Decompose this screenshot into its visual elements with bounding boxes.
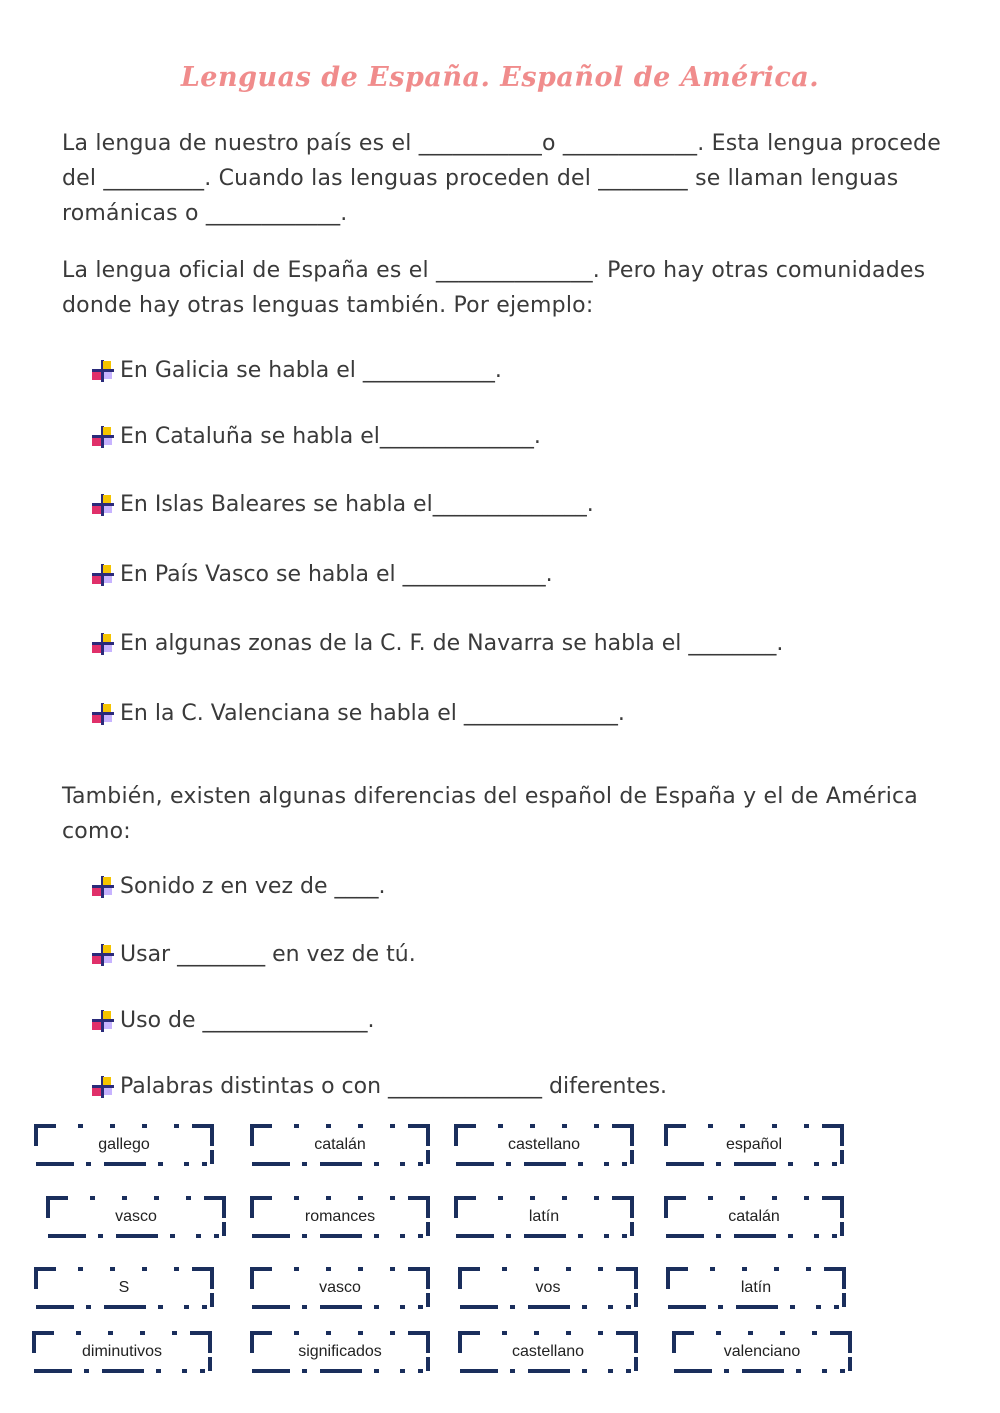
bullet-icon xyxy=(92,426,114,448)
list-item xyxy=(92,1006,952,1036)
word-tile-label: vos xyxy=(535,1279,561,1296)
word-tile[interactable] xyxy=(250,1267,430,1309)
word-tile-label: significados xyxy=(298,1343,382,1360)
list-item xyxy=(92,699,952,729)
word-tile-label: romances xyxy=(304,1208,376,1225)
word-tile-label: gallego xyxy=(98,1136,150,1153)
word-tile[interactable] xyxy=(458,1267,638,1309)
word-tile-label: latín xyxy=(740,1279,772,1296)
list-item xyxy=(92,490,952,520)
word-tile-label: castellano xyxy=(507,1136,581,1153)
word-tile-label: diminutivos xyxy=(81,1343,163,1360)
word-tile-label: catalán xyxy=(728,1208,780,1225)
word-tile[interactable] xyxy=(664,1196,844,1238)
word-tile[interactable] xyxy=(34,1267,214,1309)
official-language-paragraph: La lengua oficial de España es el ______________. Pero hay otras comunidades donde hay otras lenguas también. Por ejemplo: xyxy=(62,258,926,318)
bullet-icon xyxy=(92,494,114,516)
list-item-text: Uso de _______________. xyxy=(120,1008,375,1033)
page-title: Lenguas de España. Español de América. xyxy=(180,62,820,93)
bullet-icon xyxy=(92,564,114,586)
list-item-text: En Galicia se habla el ____________. xyxy=(120,358,502,383)
word-tile-label: valenciano xyxy=(723,1343,801,1360)
bullet-icon xyxy=(92,944,114,966)
list-item-text: Sonido z en vez de ____. xyxy=(120,874,386,899)
list-item-text: Usar ________ en vez de tú. xyxy=(120,942,416,967)
word-tile-label: latín xyxy=(528,1208,560,1225)
word-tile[interactable] xyxy=(250,1331,430,1373)
word-tile[interactable] xyxy=(250,1196,430,1238)
word-tile-label: catalán xyxy=(314,1136,366,1153)
list-item xyxy=(92,422,952,452)
word-tile[interactable] xyxy=(666,1267,846,1309)
bullet-icon xyxy=(92,360,114,382)
list-item xyxy=(92,560,952,590)
word-tile[interactable] xyxy=(672,1331,852,1373)
list-item xyxy=(92,629,952,659)
word-tile[interactable] xyxy=(664,1124,844,1166)
word-tile-label: español xyxy=(725,1136,783,1153)
list-item-text: En la C. Valenciana se habla el ______________. xyxy=(120,701,625,726)
word-tile-label: vasco xyxy=(319,1279,361,1296)
list-item-text: Palabras distintas o con ______________ diferentes. xyxy=(120,1074,668,1099)
list-item xyxy=(92,356,952,386)
list-item xyxy=(92,1072,952,1102)
list-item-text: En Islas Baleares se habla el______________. xyxy=(120,492,594,517)
word-tile[interactable] xyxy=(34,1124,214,1166)
word-tile[interactable] xyxy=(454,1196,634,1238)
intro-paragraph: La lengua de nuestro país es el ___________o ____________. Esta lengua procede del _________. Cuando las lenguas proceden del ________ se llaman lenguas románicas o ____________. xyxy=(62,131,941,226)
word-tile-label: S xyxy=(118,1279,130,1296)
bullet-icon xyxy=(92,703,114,725)
differences-paragraph: También, existen algunas diferencias del español de España y el de América como: xyxy=(62,784,918,844)
bullet-icon xyxy=(92,633,114,655)
list-item xyxy=(92,940,952,970)
word-tile[interactable] xyxy=(250,1124,430,1166)
word-tile[interactable] xyxy=(454,1124,634,1166)
list-item-text: En País Vasco se habla el _____________. xyxy=(120,562,553,587)
bullet-icon xyxy=(92,1010,114,1032)
list-item-text: En algunas zonas de la C. F. de Navarra se habla el ________. xyxy=(120,631,784,656)
bullet-icon xyxy=(92,876,114,898)
word-tile[interactable] xyxy=(458,1331,638,1373)
bullet-icon xyxy=(92,1076,114,1098)
list-item-text: En Cataluña se habla el______________. xyxy=(120,424,541,449)
word-tile-label: vasco xyxy=(115,1208,157,1225)
word-tile-label: castellano xyxy=(511,1343,585,1360)
word-tile[interactable] xyxy=(32,1331,212,1373)
word-tile[interactable] xyxy=(46,1196,226,1238)
list-item xyxy=(92,872,952,902)
